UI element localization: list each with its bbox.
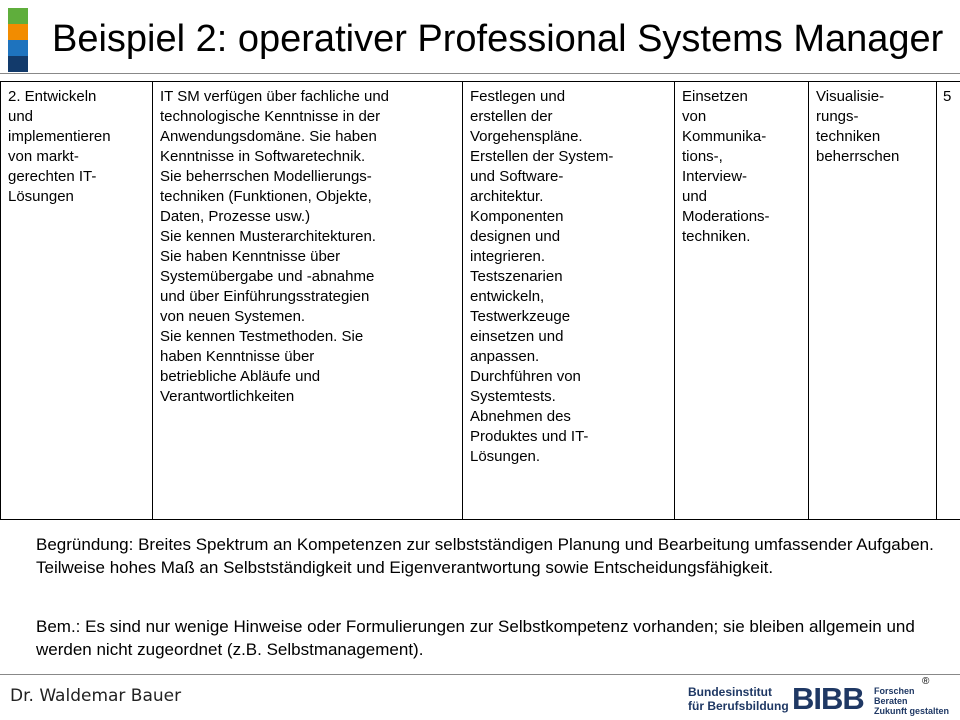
- table-cell-level: 5: [937, 82, 960, 520]
- accent-orange: [8, 24, 28, 40]
- table-cell-skills: Festlegen und erstellen der Vorgehenspläne. Erstellen der System- und Software- architektur. Komponenten designen und integrieren. Testszenarien entwickeln, Testwerkzeuge einsetzen und anpassen. Durchführen von Systemtests. Abnehmen des Produktes und IT- Lösungen.: [463, 82, 675, 520]
- registered-mark: ®: [922, 676, 930, 687]
- accent-bar: [8, 8, 28, 72]
- accent-navy: [8, 56, 28, 72]
- table-cell-methods: Visualisie- rungs- techniken beherrschen: [809, 82, 937, 520]
- slide-title: Beispiel 2: operativer Professional Systems Manager: [52, 18, 944, 60]
- logo-mark: BIBB: [792, 681, 864, 716]
- author-name: Dr. Waldemar Bauer: [10, 686, 182, 706]
- table-cell-knowledge: IT SM verfügen über fachliche und technologische Kenntnisse in der Anwendungsdomäne. Sie haben Kenntnisse in Softwaretechnik. Sie beherrschen Modellierungs- techniken (Funktionen, Objekte, Daten, Prozesse usw.) Sie kennen Musterarchitekturen. Sie haben Kenntnisse über Systemübergabe und -abnahme und über Einführungsstrategien von neuen Systemen. Sie kennen Testmethoden. Sie haben Kenntnisse über betriebliche Abläufe und Verantwortlichkeiten: [153, 82, 463, 520]
- accent-blue: [8, 40, 28, 56]
- table-row: [1, 82, 960, 520]
- logo-institute-name: Bundesinstitut für Berufsbildung: [688, 685, 789, 713]
- competency-table: [0, 81, 960, 520]
- table-cell-social: Einsetzen von Kommunika- tions-, Interview- und Moderations- techniken.: [675, 82, 809, 520]
- logo-slogan: Forschen Beraten Zukunft gestalten: [874, 686, 950, 716]
- table-cell-task: 2. Entwickeln und implementieren von markt- gerechten IT- Lösungen: [1, 82, 153, 520]
- bemerkung-text: Bem.: Es sind nur wenige Hinweise oder Formulierungen zur Selbstkompetenz vorhanden; sie bleiben allgemein und werden nicht zugeordnet (z.B. Selbstmanagement).: [36, 617, 915, 659]
- begruendung-text: Begründung: Breites Spektrum an Kompetenzen zur selbstständigen Planung und Bearbeitung umfassender Aufgaben. Teilweise hohes Maß an Selbstständigkeit und Eigenverantwortung sowie Entscheidungsfähigkeit.: [36, 535, 934, 577]
- bibb-logo: [688, 681, 950, 718]
- title-divider: [0, 73, 960, 74]
- footer-divider: [0, 674, 960, 675]
- accent-green: [8, 8, 28, 24]
